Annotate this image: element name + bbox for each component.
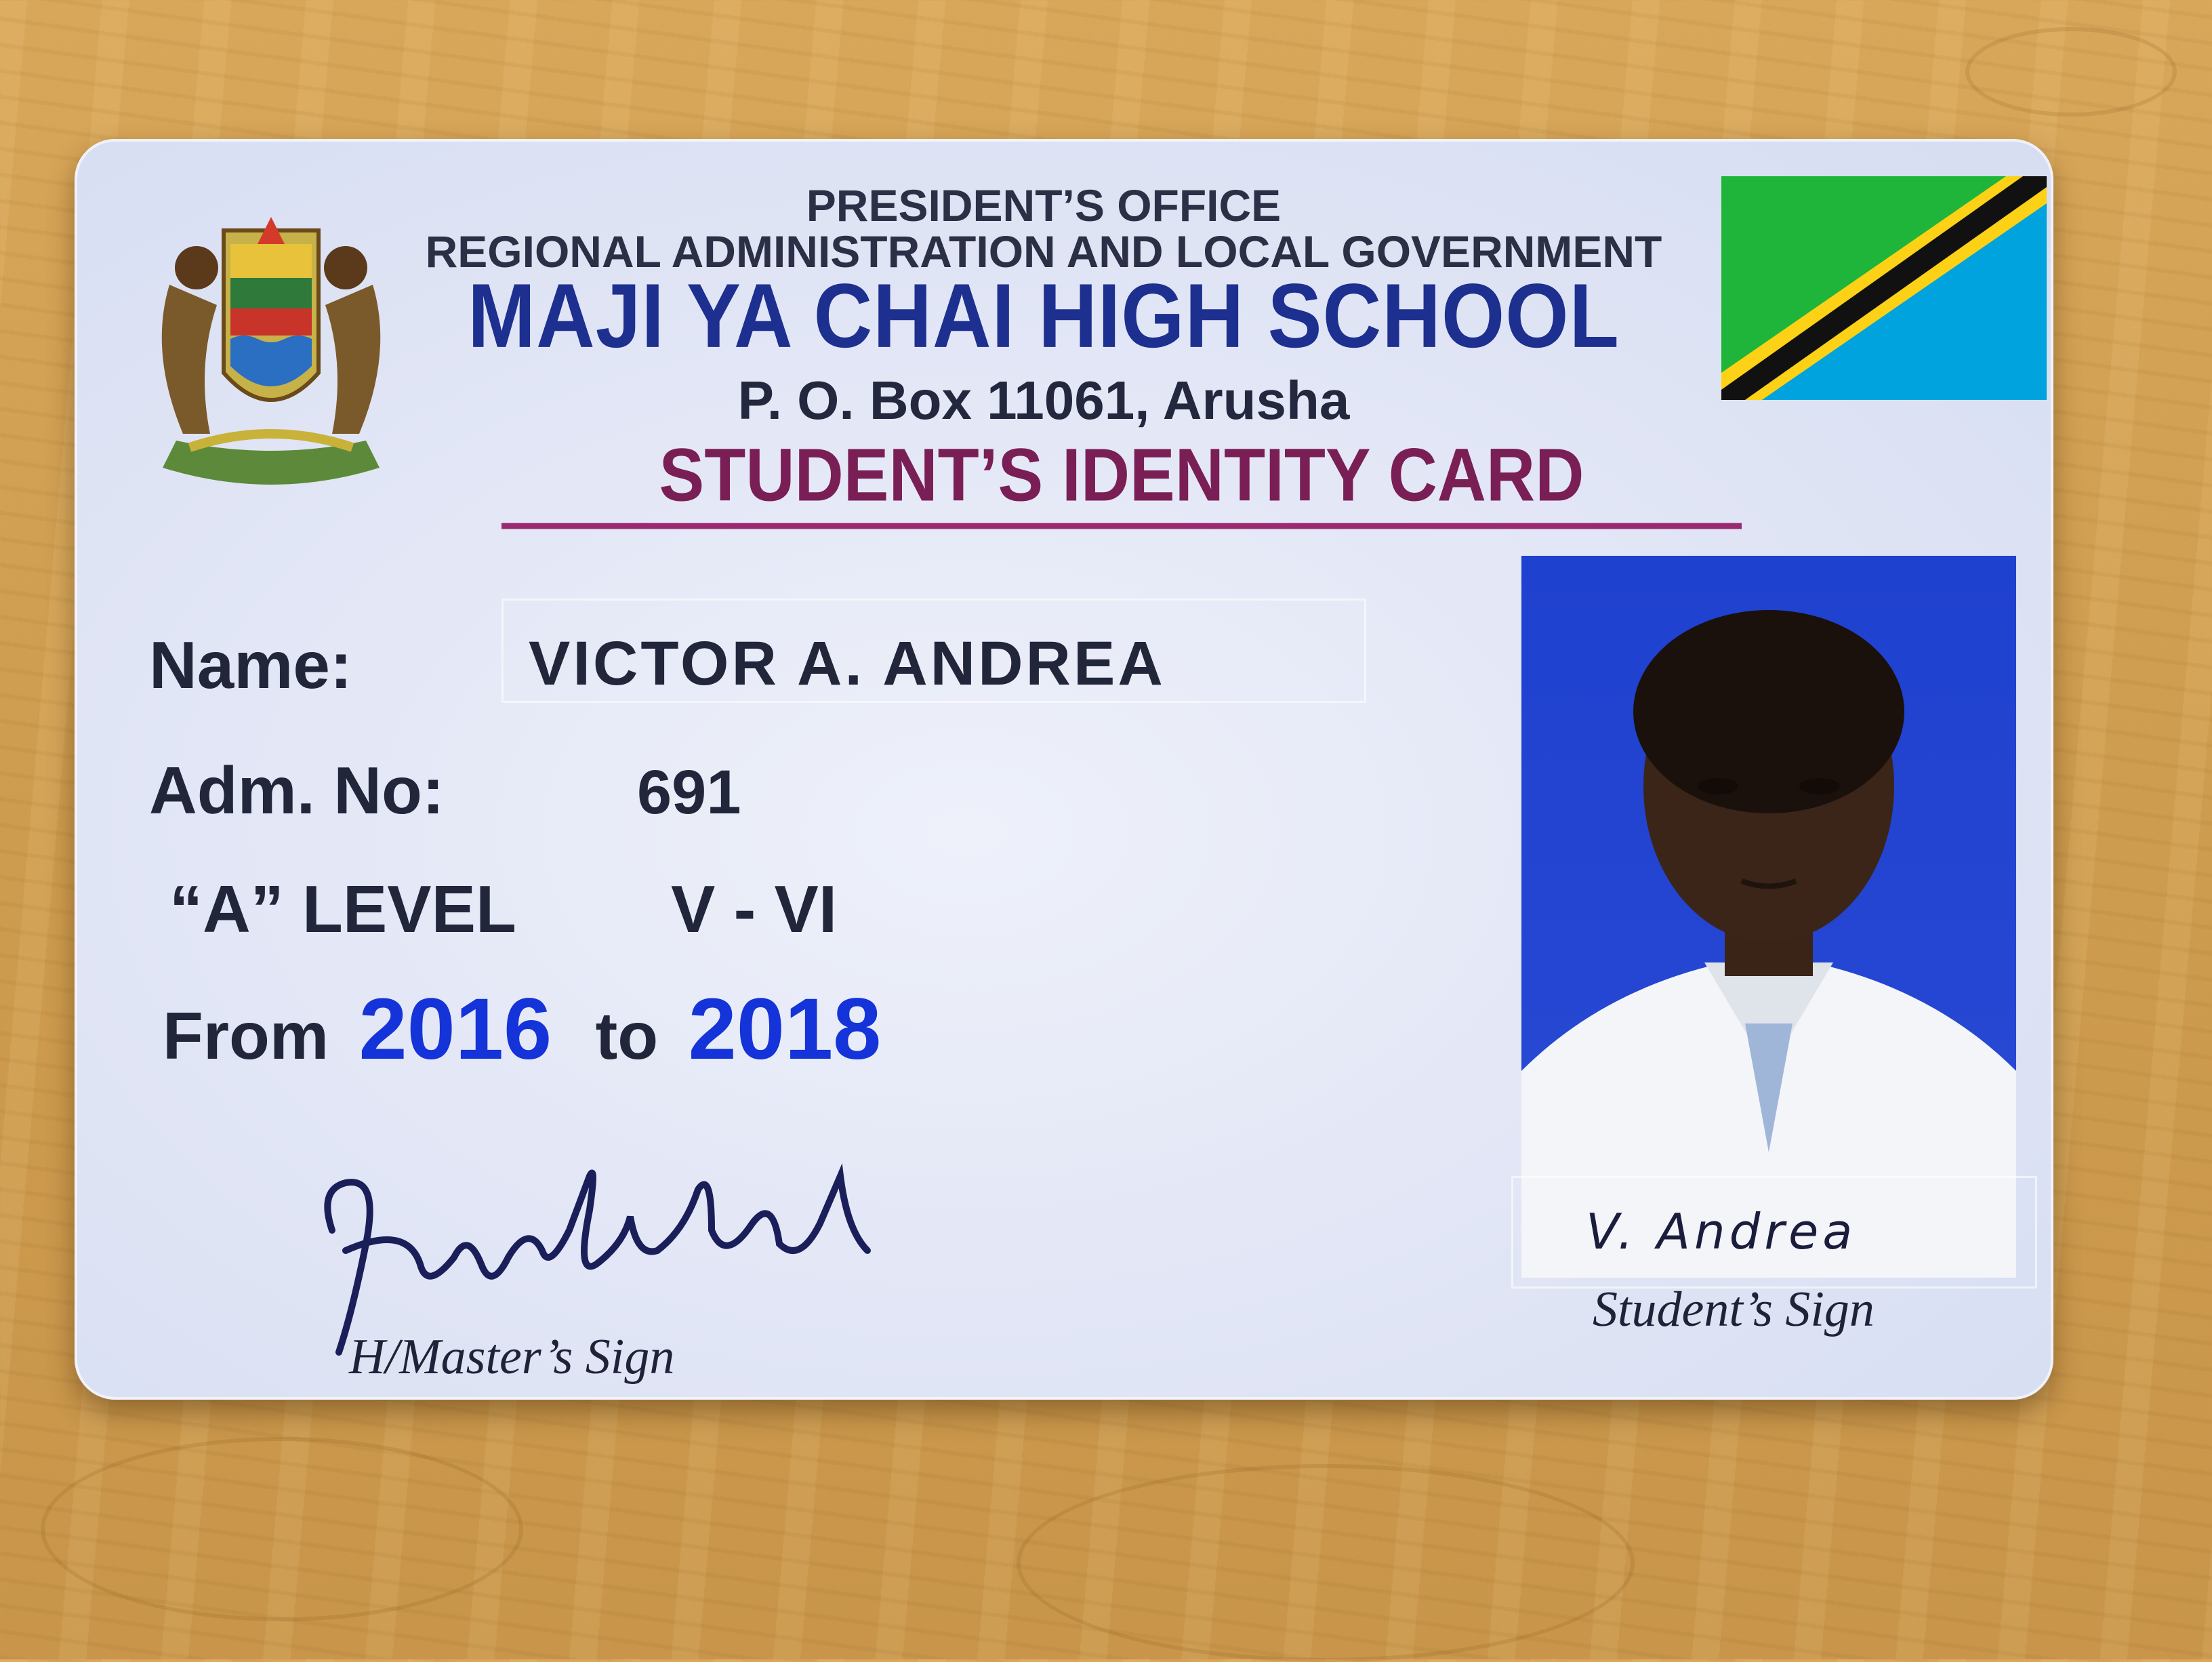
- student-identity-card: [75, 139, 2053, 1400]
- school-name: MAJI YA CHAI HIGH SCHOOL: [468, 264, 1620, 367]
- wood-grain-mark: [1017, 1464, 1635, 1662]
- student-photo: [1521, 556, 2016, 1278]
- school-address: P. O. Box 11061, Arusha: [737, 370, 1350, 430]
- to-year: 2018: [688, 981, 882, 1078]
- student-sign-caption: Student’s Sign: [1593, 1282, 1875, 1337]
- admission-label: Adm. No:: [149, 753, 445, 828]
- wood-grain-mark: [1965, 27, 2177, 117]
- from-year: 2016: [359, 981, 552, 1078]
- student-signature: V. Andrea: [1586, 1203, 1857, 1260]
- level-label: “A” LEVEL: [169, 872, 516, 946]
- to-label: to: [595, 998, 659, 1073]
- admission-number: 691: [637, 758, 741, 827]
- name-value: VICTOR A. ANDREA: [529, 629, 1166, 698]
- headmaster-signature: [305, 1149, 901, 1359]
- validity-period: [163, 979, 881, 1079]
- portrait-icon: [1521, 556, 2016, 1278]
- wood-grain-mark: [41, 1437, 523, 1621]
- name-label: Name:: [149, 628, 352, 702]
- card-title: STUDENT’S IDENTITY CARD: [501, 433, 1742, 529]
- regional-heading: REGIONAL ADMINISTRATION AND LOCAL GOVERNMENT: [425, 226, 1662, 277]
- tanzania-flag-icon: [1721, 176, 2047, 400]
- from-label: From: [163, 998, 329, 1073]
- office-heading: PRESIDENT’S OFFICE: [806, 180, 1282, 230]
- level-value: V - VI: [671, 872, 838, 946]
- headmaster-sign-caption: H/Master’s Sign: [349, 1329, 675, 1385]
